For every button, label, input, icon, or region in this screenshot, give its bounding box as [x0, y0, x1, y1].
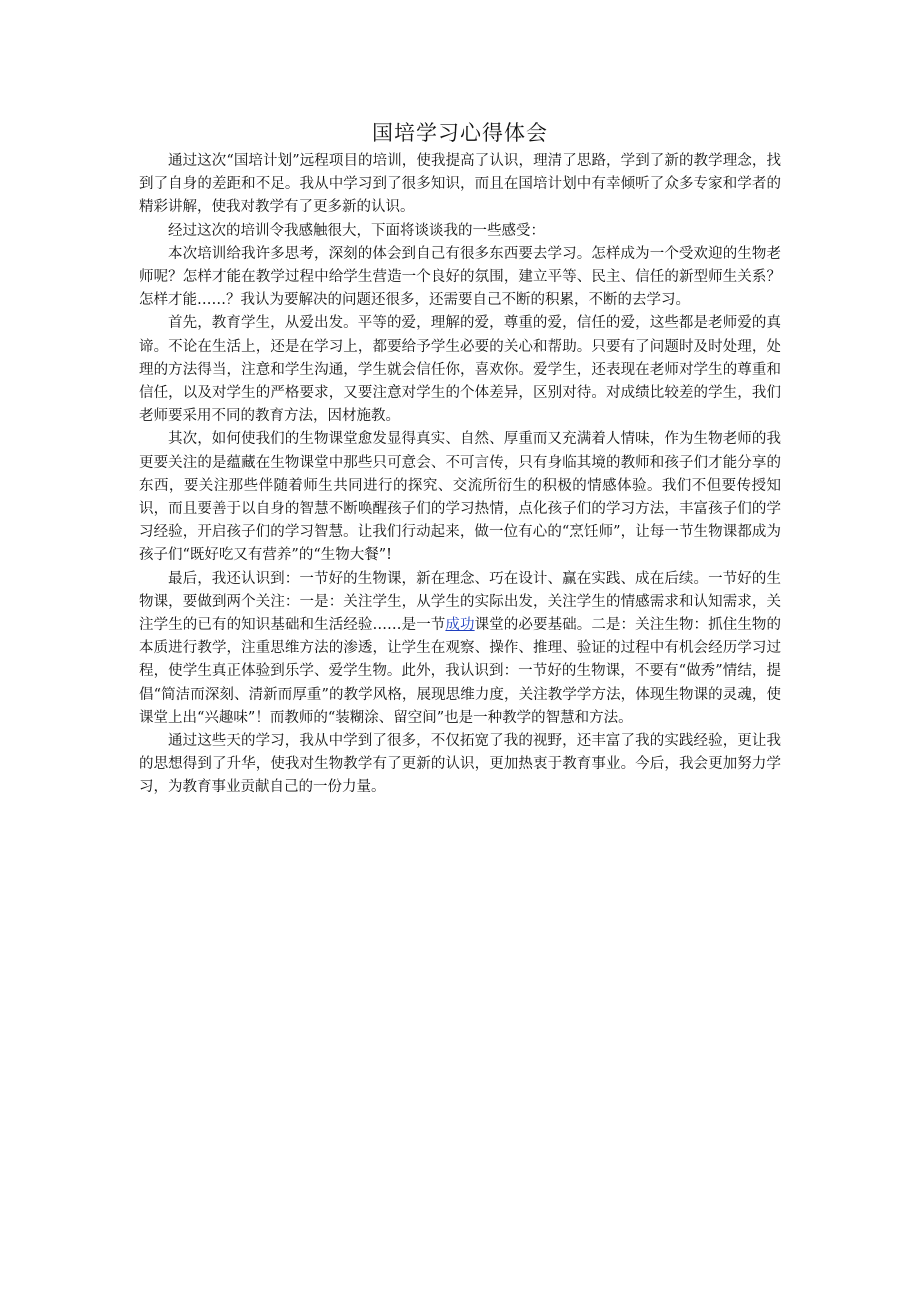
- page-title: 国培学习心得体会: [372, 121, 548, 145]
- paragraph-conclusion: 通过这些天的学习，我从中学到了很多，不仅拓宽了我的视野，还丰富了我的实践经验，更让我的思想得到了升华，使我对生物教学有了更新的认识，更加热衷于教育事业。今后，我会更加努力学习，为教育事业贡献自己的一份力量。: [139, 733, 781, 796]
- paragraph-final-text-before: 最后，我还认识到：一节好的生物课，新在理念、巧在设计、赢在实践、成在后续。一节好的生物课，要做到两个关注：一是：关注学生，从学生的实际出发，关注学生的情感需求和认知需求，关注学生的已有的知识基础和生活经验……是一节: [139, 570, 781, 634]
- paragraph-first-point: 首先，教育学生，从爱出发。平等的爱，理解的爱，尊重的爱，信任的爱，这些都是老师爱的真谛。不论在生活上，还是在学习上，都要给予学生必要的关心和帮助。只要有了问题时及时处理，处理的方法得当，注意和学生沟通，学生就会信任你，喜欢你。爱学生，还表现在老师对学生的尊重和信任，以及对学生的严格要求，又要注意对学生的个体差异，区别对待。对成绩比较差的学生，我们老师要采用不同的教育方法，因材施教。: [139, 315, 781, 425]
- paragraph-final-point: [139, 568, 781, 730]
- document-page: [139, 116, 781, 800]
- paragraph-final-text-after: 课堂的必要基础。二是：关注生物：抓住生物的本质进行教学，注重思维方法的渗透，让学生在观察、操作、推理、验证的过程中有机会经历学习过程，使学生真正体验到乐学、爱学生物。此外，我认识到：一节好的生物课，不要有“做秀”情结，提倡“简洁而深刻、清新而厚重”的教学风格，展现思维力度，关注教学学方法，体现生物课的灵魂，使课堂上出“兴趣味”！而教师的“装糊涂、留空间”也是一种教学的智慧和方法。: [139, 617, 782, 726]
- paragraph-reflection: 本次培训给我许多思考，深刻的体会到自己有很多东西要去学习。怎样成为一个受欢迎的生物老师呢？怎样才能在教学过程中给学生营造一个良好的氛围，建立平等、民主、信任的新型师生关系？怎样才能……？我认为要解决的问题还很多，还需要自己不断的积累，不断的去学习。: [139, 245, 781, 309]
- paragraph-intro: 通过这次“国培计划”远程项目的培训，使我提高了认识，理清了思路，学到了新的教学理念，找到了自身的差距和不足。我从中学习到了很多知识，而且在国培计划中有幸倾听了众多专家和学者的精彩讲解，使我对教学有了更多新的认识。: [139, 153, 781, 216]
- paragraph-feelings-lead: 经过这次的培训令我感触很大，下面将谈谈我的一些感受：: [168, 222, 545, 239]
- paragraph-second-point: 其次，如何使我们的生物课堂愈发显得真实、自然、厚重而又充满着人情味，作为生物老师的我更要关注的是蕴藏在生物课堂中那些只可意会、不可言传，只有身临其境的教师和孩子们才能分享的东西，要关注那些伴随着师生共同进行的探究、交流所衍生的积极的情感体验。我们不但要传授知识，而且要善于以自身的智慧不断唤醒孩子们的学习热情，点化孩子们的学习方法，丰富孩子们的学习经验，开启孩子们的学习智慧。让我们行动起来，做一位有心的“烹饪师”，让每一节生物课都成为孩子们“既好吃又有营养”的“生物大餐”!: [139, 431, 781, 564]
- success-link[interactable]: 成功: [445, 617, 475, 634]
